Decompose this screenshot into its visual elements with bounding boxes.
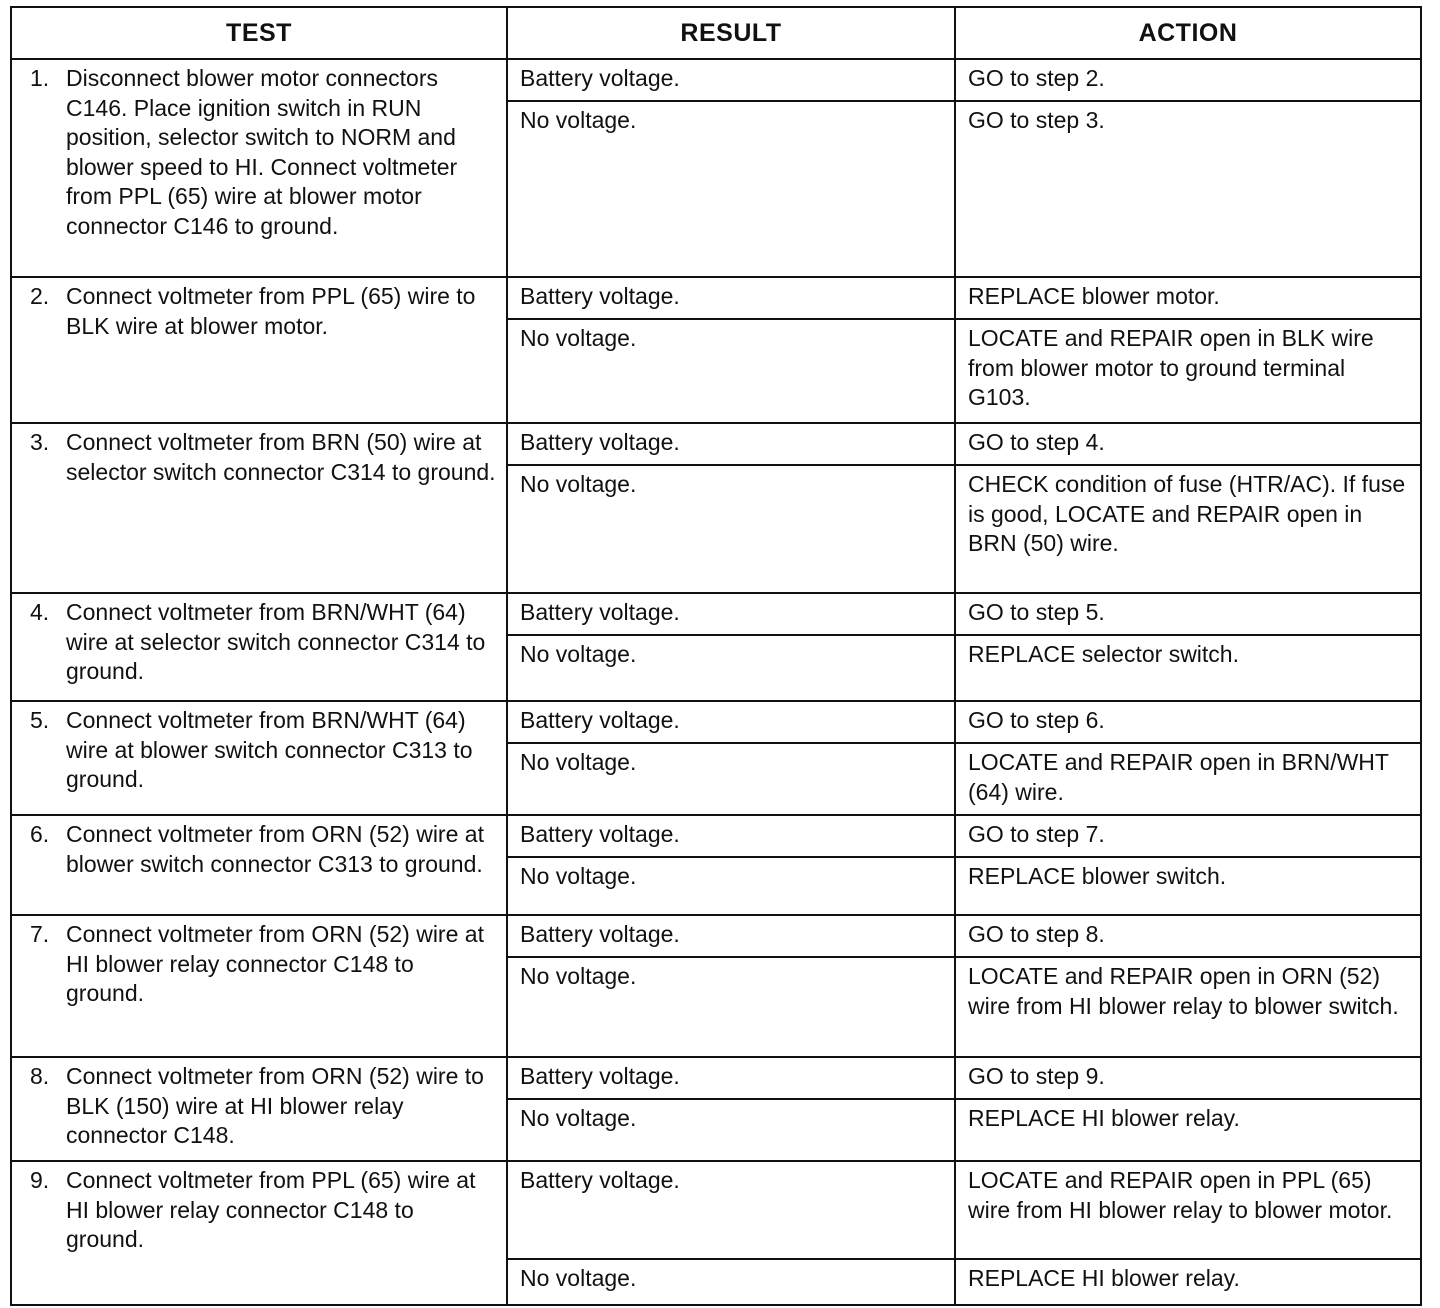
result-cell: Battery voltage. <box>507 593 955 635</box>
action-cell: GO to step 9. <box>955 1057 1421 1099</box>
test-text: Connect voltmeter from BRN (50) wire at selector switch connector C314 to ground. <box>66 429 496 485</box>
action-cell: REPLACE HI blower relay. <box>955 1259 1421 1305</box>
step-number: 6. <box>30 821 50 847</box>
step-number: 3. <box>30 429 50 455</box>
result-cell: Battery voltage. <box>507 1161 955 1259</box>
table-body <box>11 59 1421 1305</box>
table-row <box>11 423 1421 465</box>
test-text: Connect voltmeter from ORN (52) wire to BLK (150) wire at HI blower relay connector C148. <box>66 1063 484 1148</box>
test-cell <box>11 1057 507 1161</box>
action-cell: LOCATE and REPAIR open in ORN (52) wire from HI blower relay to blower switch. <box>955 957 1421 1057</box>
result-cell: No voltage. <box>507 1099 955 1161</box>
action-cell: REPLACE selector switch. <box>955 635 1421 701</box>
table-row <box>11 59 1421 101</box>
result-cell: No voltage. <box>507 635 955 701</box>
action-cell: GO to step 2. <box>955 59 1421 101</box>
action-column-header: ACTION <box>955 7 1421 59</box>
diagnostic-table <box>10 6 1422 1306</box>
result-cell: Battery voltage. <box>507 701 955 743</box>
diagnostic-sheet <box>10 6 1420 1302</box>
action-cell: GO to step 3. <box>955 101 1421 277</box>
header-row <box>11 7 1421 59</box>
action-cell: CHECK condition of fuse (HTR/AC). If fuse is good, LOCATE and REPAIR open in BRN (50) wire. <box>955 465 1421 593</box>
test-text: Connect voltmeter from PPL (65) wire to BLK wire at blower motor. <box>66 283 476 339</box>
step-number: 7. <box>30 921 50 947</box>
step-number: 4. <box>30 599 50 625</box>
test-cell <box>11 59 507 277</box>
action-cell: GO to step 8. <box>955 915 1421 957</box>
step-number: 8. <box>30 1063 50 1089</box>
test-text: Connect voltmeter from ORN (52) wire at HI blower relay connector C148 to ground. <box>66 921 484 1006</box>
step-number: 1. <box>30 65 50 91</box>
result-cell: Battery voltage. <box>507 915 955 957</box>
table-row <box>11 593 1421 635</box>
result-cell: No voltage. <box>507 743 955 815</box>
result-column-header: RESULT <box>507 7 955 59</box>
result-cell: No voltage. <box>507 319 955 423</box>
table-row <box>11 815 1421 857</box>
result-cell: No voltage. <box>507 465 955 593</box>
test-text: Connect voltmeter from BRN/WHT (64) wire at selector switch connector C314 to ground. <box>66 599 486 684</box>
test-cell <box>11 815 507 915</box>
action-cell: LOCATE and REPAIR open in BLK wire from blower motor to ground terminal G103. <box>955 319 1421 423</box>
test-cell <box>11 915 507 1057</box>
test-column-header: TEST <box>11 7 507 59</box>
result-cell: No voltage. <box>507 101 955 277</box>
test-cell <box>11 277 507 423</box>
result-cell: No voltage. <box>507 1259 955 1305</box>
result-cell: Battery voltage. <box>507 815 955 857</box>
action-cell: LOCATE and REPAIR open in BRN/WHT (64) wire. <box>955 743 1421 815</box>
result-cell: Battery voltage. <box>507 59 955 101</box>
test-text: Connect voltmeter from ORN (52) wire at blower switch connector C313 to ground. <box>66 821 484 877</box>
action-cell: REPLACE blower switch. <box>955 857 1421 915</box>
table-row <box>11 701 1421 743</box>
test-cell <box>11 593 507 701</box>
test-text: Disconnect blower motor connectors C146. Place ignition switch in RUN position, selector switch to NORM and blower speed to HI. Connect voltmeter from PPL (65) wire at blower motor connector C146 to ground. <box>66 65 458 239</box>
step-number: 2. <box>30 283 50 309</box>
action-cell: REPLACE blower motor. <box>955 277 1421 319</box>
action-cell: GO to step 6. <box>955 701 1421 743</box>
action-cell: REPLACE HI blower relay. <box>955 1099 1421 1161</box>
test-text: Connect voltmeter from BRN/WHT (64) wire at blower switch connector C313 to ground. <box>66 707 473 792</box>
action-cell: LOCATE and REPAIR open in PPL (65) wire from HI blower relay to blower motor. <box>955 1161 1421 1259</box>
test-cell <box>11 1161 507 1305</box>
test-text: Connect voltmeter from PPL (65) wire at HI blower relay connector C148 to ground. <box>66 1167 476 1252</box>
result-cell: No voltage. <box>507 857 955 915</box>
result-cell: No voltage. <box>507 957 955 1057</box>
table-row <box>11 277 1421 319</box>
result-cell: Battery voltage. <box>507 1057 955 1099</box>
test-cell <box>11 423 507 593</box>
test-cell <box>11 701 507 815</box>
action-cell: GO to step 5. <box>955 593 1421 635</box>
action-cell: GO to step 7. <box>955 815 1421 857</box>
table-row <box>11 1161 1421 1259</box>
result-cell: Battery voltage. <box>507 423 955 465</box>
table-row <box>11 915 1421 957</box>
step-number: 9. <box>30 1167 50 1193</box>
table-row <box>11 1057 1421 1099</box>
step-number: 5. <box>30 707 50 733</box>
action-cell: GO to step 4. <box>955 423 1421 465</box>
result-cell: Battery voltage. <box>507 277 955 319</box>
